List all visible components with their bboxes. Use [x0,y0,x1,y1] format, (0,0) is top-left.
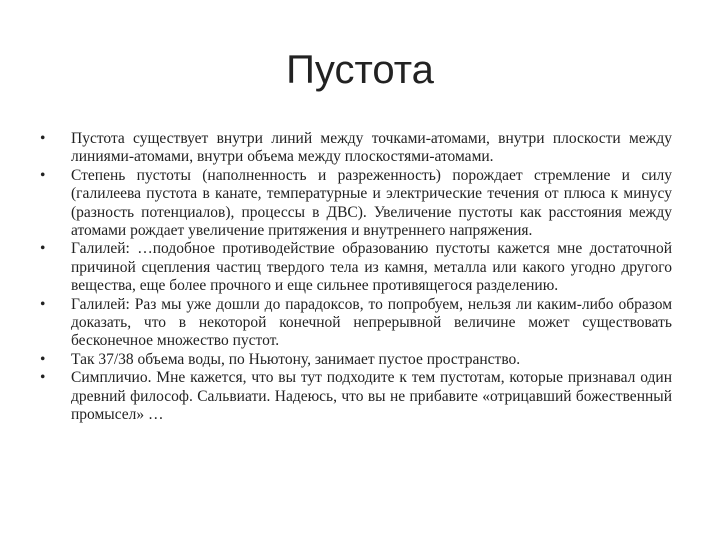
bullet-dot-icon: • [40,166,46,184]
bullet-item [40,369,672,424]
bullet-text: Так 37/38 объема воды, по Ньютону, занимает пустое пространство. [71,350,521,368]
bullet-item [40,167,672,241]
bullet-dot-icon: • [40,130,46,147]
bullet-item [40,351,672,369]
bullet-item [40,130,672,167]
bullet-item [40,240,672,295]
bullet-text: Степень пустоты (наполненность и разреженность) порождает стремление и силу (галилеева пустота в канате, температурные и электрические течения от плюса к минусу (разность потенциалов), процессы в ДВС). Увеличение пустоты как расстояния между атомами рождает увеличение притяжения и внутреннего напряжения. [71,166,672,240]
bullet-dot-icon: • [40,369,46,387]
bullet-text: Галилей: …подобное противодействие образованию пустоты кажется мне достаточной причиной сцепления частиц твердого тела из камня, металла или какого угодно другого вещества, еще более прочного и еще сильнее противящегося разделению. [71,240,672,295]
bullet-dot-icon: • [40,350,46,368]
bullet-list [40,130,672,425]
bullet-text: Пустота существует внутри линий между точками-атомами, внутри плоскости между линиями-атомами, внутри объема между плоскостями-атомами. [71,130,672,166]
bullet-text: Симпличио. Мне кажется, что вы тут подходите к тем пустотам, которые признавал один древний философ. Сальвиати. Надеюсь, что вы не прибавите «отрицавший божественный промысел» … [71,369,672,424]
bullet-item [40,296,672,351]
bullet-dot-icon: • [40,295,46,313]
bullet-text: Галилей: Раз мы уже дошли до парадоксов, то попробуем, нельзя ли каким-либо образом доказать, что в некоторой конечной непрерывной величине может существовать бесконечное множество пустот. [71,295,672,350]
bullet-dot-icon: • [40,240,46,258]
slide-title: Пустота [286,48,434,92]
